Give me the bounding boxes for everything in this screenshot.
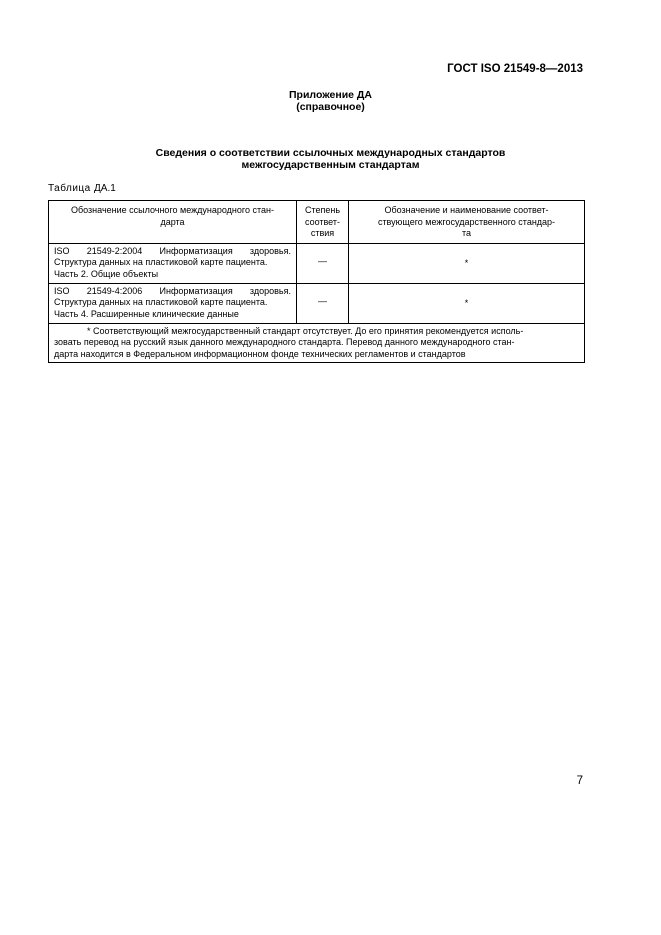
document-code: ГОСТ ISO 21549-8—2013 [447, 63, 583, 75]
cell-degree: — [297, 283, 349, 323]
appendix-heading [0, 147, 661, 171]
header-reference-standard: Обозначение ссылочного международного стан- дарта [49, 201, 297, 244]
table-footnote: * Соответствующий межгосударственный стандарт отсутствует. До его принятия рекомендуется исполь- зовать перевод на русский язык данного международного стандарта. Перевод данного международного стан- дарта находится в Федеральном информационном фонде технических регламентов и стандартов [49, 323, 585, 363]
page-number: 7 [576, 775, 583, 787]
cell-national: * [349, 243, 585, 283]
header-national-standard: Обозначение и наименование соответ- ствующего межгосударственного стандар- та [349, 201, 585, 244]
table-footnote-row [49, 323, 585, 363]
table-row [49, 283, 585, 323]
cell-degree: — [297, 243, 349, 283]
table-caption [48, 183, 116, 194]
cell-reference: ISO 21549-2:2004 Информатизация здоровья. Структура данных на пластиковой карте пациента. Часть 2. Общие объекты [49, 243, 297, 283]
table-header-row [49, 201, 585, 244]
table-row [49, 243, 585, 283]
header-degree-of-correspondence: Степень соответ- ствия [297, 201, 349, 244]
table-caption-number: ДА.1 [94, 183, 116, 194]
cell-national: * [349, 283, 585, 323]
appendix-type: (справочное) [296, 101, 365, 113]
appendix-heading-line2: межгосударственным стандартам [241, 159, 420, 171]
appendix-title: Приложение ДА [289, 89, 372, 101]
table-caption-word: Таблица [48, 183, 91, 194]
appendix-label [0, 89, 661, 113]
cell-reference: ISO 21549-4:2006 Информатизация здоровья. Структура данных на пластиковой карте пациента. Часть 4. Расширенные клинические данные [49, 283, 297, 323]
standards-correspondence-table [48, 200, 585, 363]
appendix-heading-line1: Сведения о соответствии ссылочных международных стандартов [155, 147, 506, 159]
